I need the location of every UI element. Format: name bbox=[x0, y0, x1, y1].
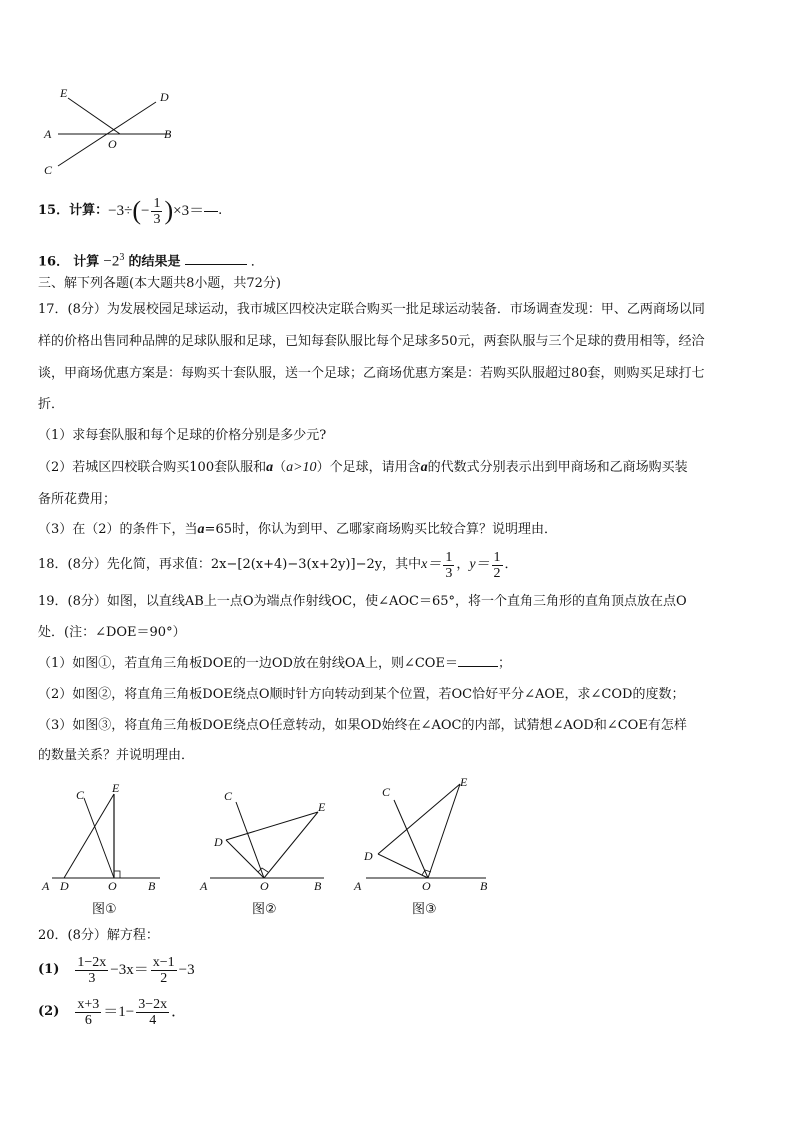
q20-e2-f1-den: 6 bbox=[84, 1012, 92, 1028]
label-D: D bbox=[160, 90, 169, 104]
label-C: C bbox=[44, 163, 53, 177]
q15-answer-blank[interactable] bbox=[204, 211, 218, 212]
q20-e1-end: −3 bbox=[178, 962, 195, 978]
q16-exponent: 3 bbox=[119, 252, 125, 263]
label-O: O bbox=[108, 137, 117, 151]
q20-e2-end: ． bbox=[171, 1004, 187, 1020]
q15-expr-b: ×3＝ bbox=[173, 203, 205, 219]
q17-part2-cont: 备所花费用； bbox=[38, 492, 117, 507]
q17-part2 bbox=[38, 458, 688, 478]
question-15 bbox=[38, 197, 222, 225]
q15-frac-neg: − bbox=[140, 203, 150, 219]
q20-e1-f2-den: 2 bbox=[160, 970, 168, 986]
q20-e1-frac2 bbox=[151, 955, 177, 986]
label-E: E bbox=[60, 86, 68, 100]
question-18 bbox=[38, 548, 518, 582]
q19-part3-cont: 的数量关系？并说明理由． bbox=[38, 748, 195, 763]
q18-x-den: 3 bbox=[445, 565, 453, 581]
q16-tail: 的结果是 bbox=[128, 254, 181, 270]
q17-condition: a>10 bbox=[286, 460, 317, 475]
q18-y-fraction bbox=[492, 550, 503, 581]
q18-x-num: 1 bbox=[445, 549, 453, 565]
figure-1 bbox=[36, 780, 166, 892]
q15-frac-den: 3 bbox=[153, 211, 161, 227]
q20-title: 20．(8分）解方程： bbox=[38, 928, 159, 943]
q20-e2-frac2 bbox=[136, 997, 169, 1028]
q17-line3: 谈，甲商场优惠方案是：每购买十套队服，送一个足球；乙商场优惠方案是：若购买队服超过80套，则购买足球打七 bbox=[38, 366, 705, 381]
q15-paren-close: ) bbox=[164, 196, 174, 225]
q18-end: ． bbox=[504, 557, 518, 572]
q15-fraction bbox=[151, 196, 162, 227]
q20-e1-f2-num: x−1 bbox=[152, 954, 175, 970]
figure-2 bbox=[196, 780, 336, 892]
fig3-label-A: A bbox=[354, 879, 362, 892]
fig2-label-O: O bbox=[260, 879, 269, 892]
q18-y-label: y＝ bbox=[469, 557, 490, 572]
q17-part1: （1）求每套队服和每个足球的价格分别是多少元? bbox=[38, 428, 327, 443]
q16-text: 计算 bbox=[73, 254, 100, 270]
intersecting-lines-figure bbox=[38, 86, 188, 180]
q17-part2-d: 的代数式分别表示出到甲商场和乙商场购买装 bbox=[427, 460, 688, 475]
q17-line4: 折． bbox=[38, 397, 65, 412]
q19-part1-end: ； bbox=[497, 656, 511, 671]
fig2-label-A: A bbox=[200, 879, 208, 892]
q19-part1 bbox=[38, 654, 511, 674]
q20-e1-mid: −3x＝ bbox=[110, 962, 149, 978]
fig1-label-D: D bbox=[60, 879, 69, 892]
q17-part2-a: （2）若城区四校联合购买100套队服和 bbox=[38, 460, 267, 475]
q17-var-a2: a bbox=[420, 460, 428, 475]
fig1-label-O: O bbox=[108, 879, 117, 892]
q15-tail: . bbox=[218, 203, 223, 218]
q17-part2-c: ）个足球，请用含 bbox=[316, 460, 421, 475]
q17-line1: 17．(8分）为发展校园足球运动，我市城区四校决定联合购买一批足球运动装备．市场调查发现：甲、乙两商场以同 bbox=[38, 302, 705, 317]
q20-e2-f2-num: 3−2x bbox=[138, 996, 168, 1012]
fig3-label-B: B bbox=[480, 879, 488, 892]
q16-number: 16． bbox=[38, 254, 70, 270]
fig1-label-A: A bbox=[42, 879, 50, 892]
q17-part3-b: =65时，你认为到甲、乙哪家商场购买比较合算？说明理由． bbox=[204, 522, 557, 537]
q15-frac-num: 1 bbox=[153, 195, 161, 211]
q18-sep: ， bbox=[456, 557, 470, 572]
fig2-label-D: D bbox=[214, 835, 223, 849]
figure-1-caption: 图① bbox=[92, 902, 117, 917]
q19-line1: 19．(8分）如图，以直线AB上一点O为端点作射线OC，使∠AOC＝65°，将一个直角三角形的直角顶点放在点O bbox=[38, 594, 687, 609]
question-16 bbox=[38, 248, 264, 272]
figure-3-caption: 图③ bbox=[412, 902, 437, 917]
section-3-heading: 三、解下列各题(本大题共8小题，共72分) bbox=[38, 276, 281, 291]
q17-var-a3: a bbox=[197, 522, 205, 537]
q20-equation-2 bbox=[38, 994, 186, 1030]
q18-y-den: 2 bbox=[493, 565, 501, 581]
q15-text: 计算： bbox=[69, 203, 109, 218]
q19-part1-text: （1）如图①，若直角三角板DOE的一边OD放在射线OA上，则∠COE＝ bbox=[38, 656, 458, 671]
q20-e1-label: (1) bbox=[38, 962, 60, 977]
q16-expr: −2 bbox=[103, 253, 120, 270]
q18-y-num: 1 bbox=[493, 549, 501, 565]
q16-answer-blank[interactable] bbox=[185, 264, 247, 265]
q15-paren-open: ( bbox=[132, 196, 141, 225]
figure-2-caption: 图② bbox=[252, 902, 277, 917]
q20-e2-frac1 bbox=[75, 997, 101, 1028]
label-B: B bbox=[164, 127, 172, 141]
q20-e2-mid: ＝1− bbox=[103, 1004, 135, 1020]
q17-line2: 样的价格出售同种品牌的足球队服和足球，已知每套队服比每个足球多50元，两套队服与三个足球的费用相等，经洽 bbox=[38, 334, 705, 349]
fig3-label-C: C bbox=[382, 785, 391, 799]
q19-part3: （3）如图③，将直角三角板DOE绕点O任意转动，如果OD始终在∠AOC的内部，试猜想∠AOD和∠COE有怎样 bbox=[38, 718, 687, 733]
q20-equation-1 bbox=[38, 952, 195, 988]
fig2-label-C: C bbox=[224, 789, 233, 803]
fig3-label-D: D bbox=[364, 849, 373, 863]
fig1-label-E: E bbox=[112, 781, 120, 795]
q19-line2: 处．(注：∠DOE＝90°） bbox=[38, 625, 186, 640]
q20-e1-f1-num: 1−2x bbox=[77, 954, 107, 970]
q15-number: 15． bbox=[38, 203, 70, 218]
q20-e2-label: (2) bbox=[38, 1004, 60, 1019]
fig2-label-B: B bbox=[314, 879, 322, 892]
fig1-label-C: C bbox=[76, 788, 85, 802]
figure-3 bbox=[350, 774, 498, 892]
q20-e2-f1-num: x+3 bbox=[77, 996, 100, 1012]
q19-part2: （2）如图②，将直角三角板DOE绕点O顺时针方向转动到某个位置，若OC恰好平分∠AOE，求∠COD的度数； bbox=[38, 687, 685, 702]
q17-var-a: a bbox=[266, 460, 274, 475]
q19-answer-blank[interactable] bbox=[458, 666, 498, 667]
q18-x-fraction bbox=[443, 550, 454, 581]
q17-part3-a: （3）在（2）的条件下，当 bbox=[38, 522, 198, 537]
fig1-label-B: B bbox=[148, 879, 156, 892]
q16-end: ． bbox=[250, 254, 264, 270]
q18-text: 18．(8分）先化简，再求值：2x−[2(x+4)−3(x+2y)]−2y，其中 bbox=[38, 557, 422, 572]
label-A: A bbox=[44, 127, 52, 141]
q17-part3 bbox=[38, 520, 557, 540]
q20-e2-f2-den: 4 bbox=[149, 1012, 157, 1028]
q18-x-label: x＝ bbox=[421, 557, 442, 572]
q20-e1-frac1 bbox=[75, 955, 108, 986]
fig3-label-O: O bbox=[422, 879, 431, 892]
q15-expr-a: −3÷ bbox=[108, 203, 133, 219]
fig3-label-E: E bbox=[460, 775, 468, 789]
fig2-label-E: E bbox=[318, 800, 326, 814]
q17-part2-b: （ bbox=[273, 460, 287, 475]
q20-e1-f1-den: 3 bbox=[88, 970, 96, 986]
